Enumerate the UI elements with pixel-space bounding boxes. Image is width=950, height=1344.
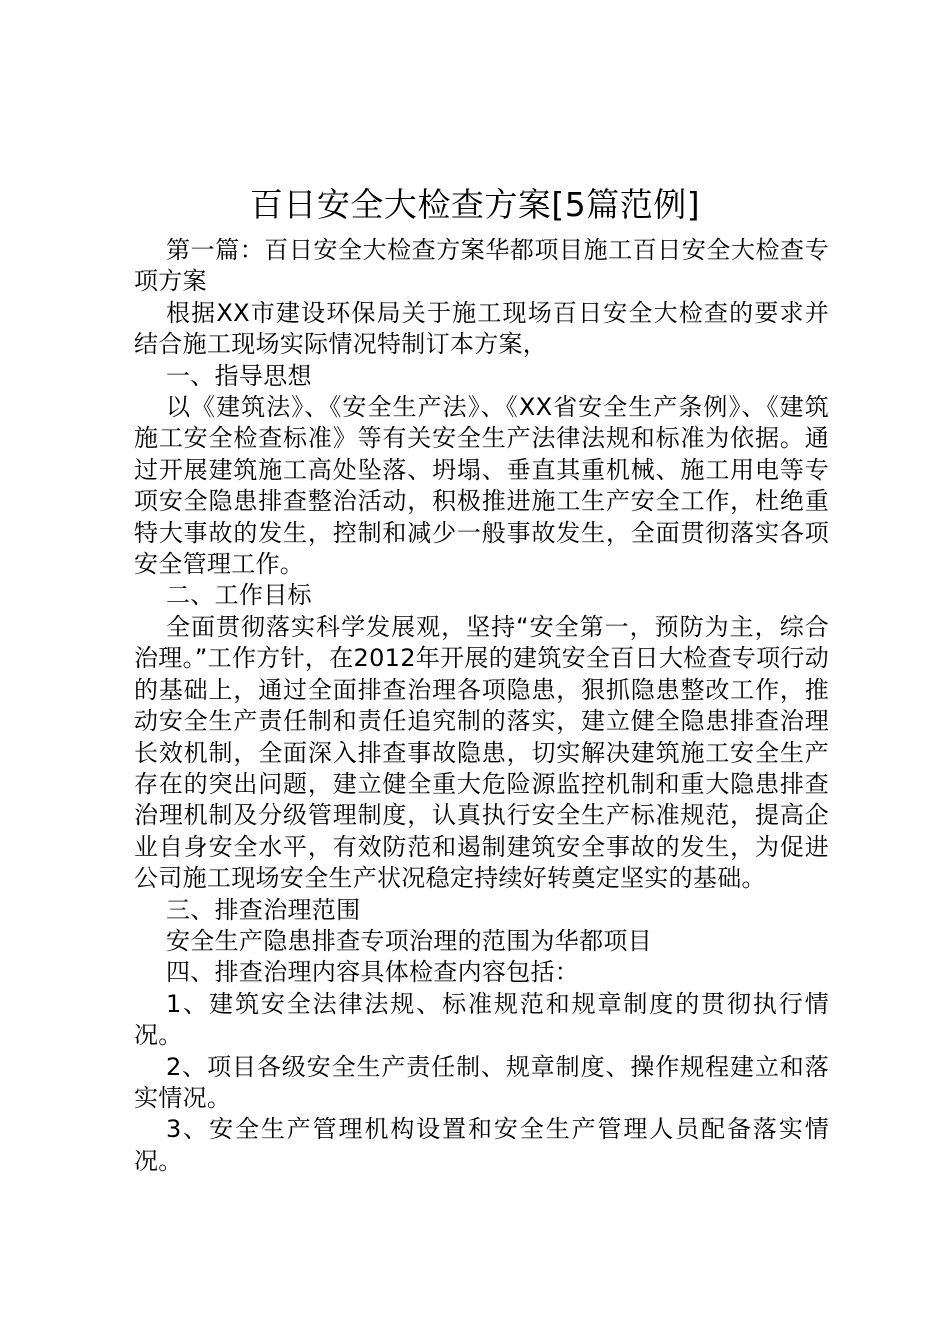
- list-item-3: 3、安全生产管理机构设置和安全生产管理人员配备落实情况。: [134, 1115, 829, 1175]
- paragraph-guiding-ideology: 以《建筑法》、《安全生产法》、《XX省安全生产条例》、《建筑施工安全检查标准》等有关安全生产法律法规和标准为依据。通过开展建筑施工高处坠落、坍塌、垂直其重机械、施工用电等专项安全隐患排查整治活动，积极推进施工生产安全工作，杜绝重特大事故的发生，控制和减少一般事故发生，全面贯彻落实各项安全管理工作。: [134, 393, 829, 579]
- paragraph-scope: 安全生产隐患排查专项治理的范围为华都项目: [166, 926, 652, 955]
- document-title: 百日安全大检查方案[5篇范例]: [249, 185, 701, 224]
- list-item-2: 2、项目各级安全生产责任制、规章制度、操作规程建立和落实情况。: [134, 1052, 829, 1112]
- paragraph-chapter-heading: 第一篇：百日安全大检查方案华都项目施工百日安全大检查专项方案: [134, 236, 829, 296]
- list-item-1: 1、建筑安全法律法规、标准规范和规章制度的贯彻执行情况。: [134, 989, 829, 1050]
- document-body: [134, 235, 829, 1177]
- section-heading-guiding-ideology: 一、指导思想: [166, 361, 312, 390]
- section-heading-work-goals: 二、工作目标: [166, 581, 312, 610]
- section-heading-content: 四、排查治理内容具体检查内容包括：: [166, 958, 580, 987]
- section-heading-scope: 三、排查治理范围: [166, 895, 361, 924]
- paragraph-work-goals: 全面贯彻落实科学发展观，坚持“安全第一，预防为主，综合治理。”工作方针，在2012年开展的建筑安全百日大检查专项行动的基础上，通过全面排查治理各项隐患，狠抓隐患整改工作，推动安全生产责任制和责任追究制的落实，建立健全隐患排查治理长效机制，全面深入排查事故隐患，切实解决建筑施工安全生产存在的突出问题，建立健全重大危险源监控机制和重大隐患排查治理机制及分级管理制度，认真执行安全生产标准规范，提高企业自身安全水平，有效防范和遏制建筑安全事故的发生，为促进公司施工现场安全生产状况稳定持续好转奠定坚实的基础。: [134, 612, 829, 893]
- paragraph-intro: 根据XX市建设环保局关于施工现场百日安全大检查的要求并结合施工现场实际情况特制订本方案，: [134, 298, 829, 359]
